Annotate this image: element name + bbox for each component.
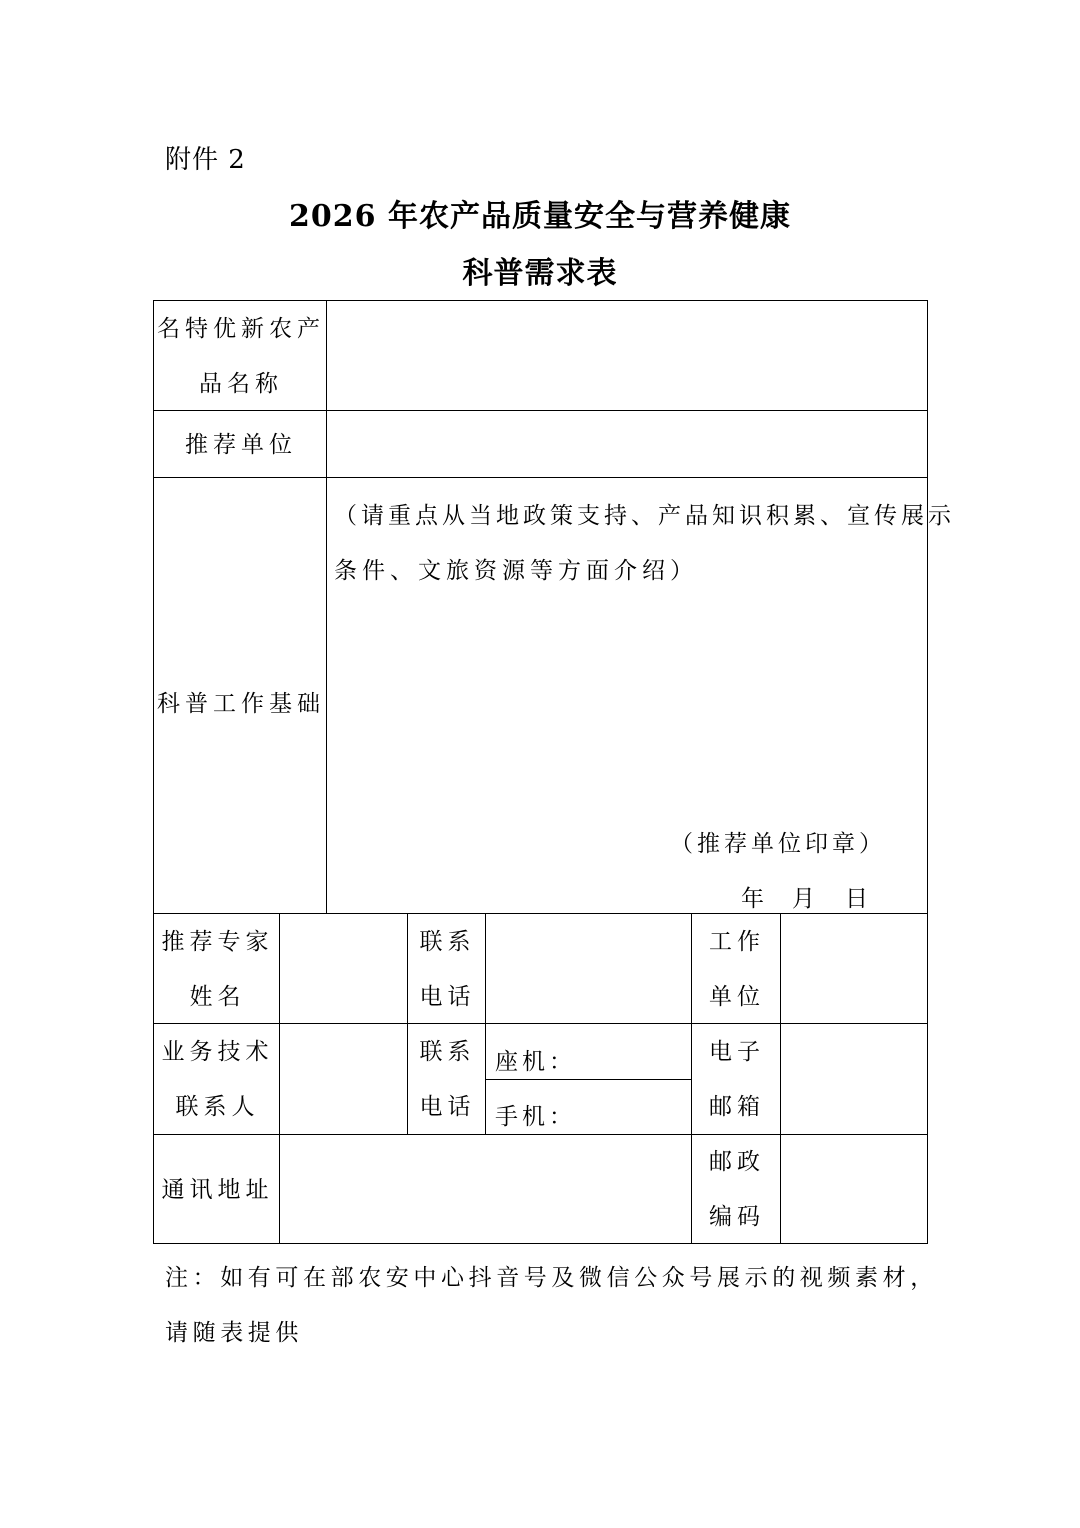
address-field[interactable] <box>279 1134 692 1244</box>
attachment-label: 附件 2 <box>165 145 246 175</box>
science-basis-label: 科普工作基础 <box>157 690 325 717</box>
expert-phone-label: 联系 电话 <box>419 928 476 1010</box>
expert-name-label: 推荐专家 姓名 <box>161 928 274 1010</box>
product-name-field[interactable] <box>326 300 928 411</box>
expert-name-field[interactable] <box>279 913 408 1024</box>
seal-text: （推荐单位印章） <box>670 831 886 857</box>
science-basis-hint-line-2: 条件、文旅资源等方面介绍） <box>334 558 698 584</box>
work-unit-label: 工作 单位 <box>709 928 765 1010</box>
science-basis-hint-line-1: （请重点从当地政策支持、产品知识积累、宣传展示 <box>334 503 955 529</box>
product-name-label-line-2: 品名称 <box>199 370 283 397</box>
date-day: 日 <box>845 886 872 912</box>
work-unit-field[interactable] <box>780 913 928 1024</box>
address-label: 通讯地址 <box>161 1176 274 1203</box>
expert-phone-field[interactable] <box>485 913 692 1024</box>
business-phone-label: 联系 电话 <box>419 1039 476 1120</box>
business-contact-field[interactable] <box>279 1023 408 1135</box>
landline-label: 座机： <box>495 1049 576 1075</box>
page-title-line-2: 科普需求表 <box>462 256 618 291</box>
recommending-unit-label: 推荐单位 <box>185 431 297 458</box>
page-title-line-1: 2026 年农产品质量安全与营养健康 <box>289 199 791 234</box>
date-month: 月 <box>792 886 819 912</box>
postal-code-label: 邮政 编码 <box>709 1149 765 1230</box>
email-label: 电子 邮箱 <box>709 1039 765 1120</box>
date-year: 年 <box>741 886 768 912</box>
email-field[interactable] <box>780 1023 928 1135</box>
business-contact-label: 业务技术 联系人 <box>161 1039 274 1120</box>
recommending-unit-field[interactable] <box>326 410 928 478</box>
mobile-label: 手机： <box>495 1104 576 1130</box>
product-name-label <box>154 301 328 412</box>
postal-code-field[interactable] <box>780 1134 928 1244</box>
product-name-label-line-1: 名特优新农产 <box>157 315 325 342</box>
footnote-line-2: 请随表提供 <box>165 1320 303 1346</box>
footnote-line-1: 注：如有可在部农安中心抖音号及微信公众号展示的视频素材， <box>165 1265 938 1291</box>
